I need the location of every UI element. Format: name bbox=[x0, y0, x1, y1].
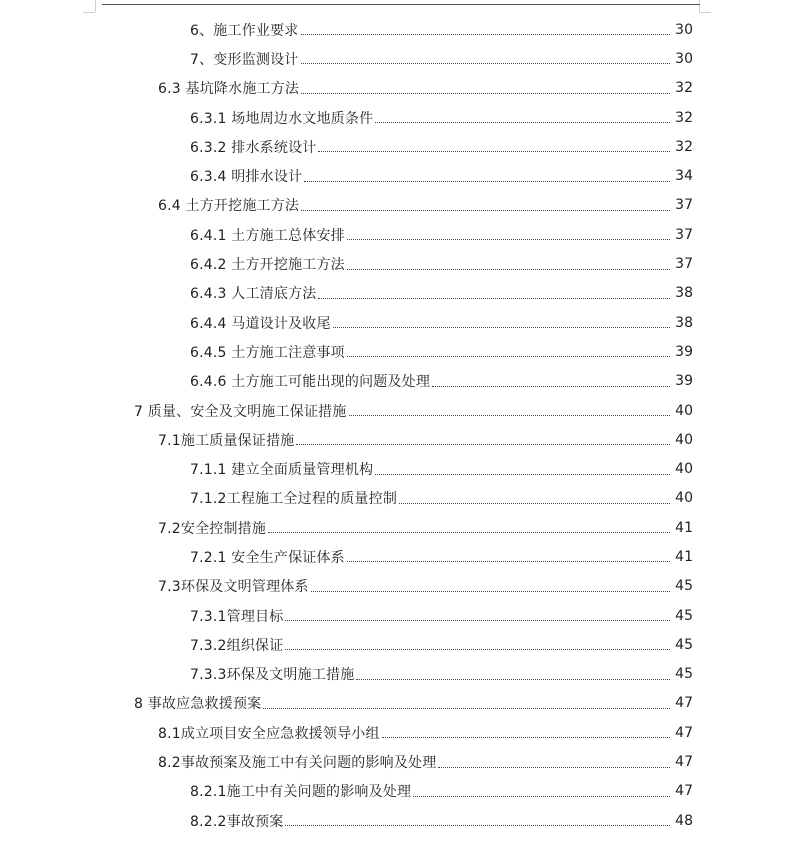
dot-leader bbox=[318, 298, 670, 299]
dot-leader bbox=[304, 181, 670, 182]
toc-entry-page-number: 48 bbox=[675, 812, 693, 829]
dot-leader bbox=[285, 620, 670, 621]
dot-leader bbox=[301, 34, 670, 35]
toc-entry-page-number: 39 bbox=[675, 373, 693, 390]
toc-entry-page-number: 47 bbox=[675, 724, 693, 741]
toc-entry-page-number: 41 bbox=[675, 548, 693, 565]
toc-entry-title: 6.3 基坑降水施工方法 bbox=[158, 81, 300, 98]
margin-corner-mark bbox=[95, 0, 96, 12]
dot-leader bbox=[347, 561, 670, 562]
toc-entry-page-number: 47 bbox=[675, 754, 693, 771]
toc-entry[interactable] bbox=[0, 279, 794, 308]
toc-entry[interactable] bbox=[0, 747, 794, 776]
toc-entry-page-number: 47 bbox=[675, 783, 693, 800]
dot-leader bbox=[285, 825, 670, 826]
toc-entry-title: 7.2安全控制措施 bbox=[158, 520, 267, 537]
toc-entry-title: 8.1成立项目安全应急救援领导小组 bbox=[158, 725, 380, 742]
toc-entry-page-number: 38 bbox=[675, 314, 693, 331]
toc-entry-title: 8 事故应急救援预案 bbox=[134, 696, 262, 713]
toc-entry-title: 7 质量、安全及文明施工保证措施 bbox=[134, 403, 347, 420]
toc-entry-title: 6.4.5 土方施工注意事项 bbox=[190, 344, 345, 361]
toc-entry-page-number: 32 bbox=[675, 109, 693, 126]
toc-entry-title: 6.3.4 明排水设计 bbox=[190, 169, 303, 186]
dot-leader bbox=[263, 708, 670, 709]
toc-entry-page-number: 38 bbox=[675, 285, 693, 302]
dot-leader bbox=[413, 796, 670, 797]
toc-entry-title: 8.2事故预案及施工中有关问题的影响及处理 bbox=[158, 755, 437, 772]
toc-entry-page-number: 34 bbox=[675, 168, 693, 185]
dot-leader bbox=[375, 122, 670, 123]
toc-entry[interactable] bbox=[0, 513, 794, 542]
toc-entry[interactable] bbox=[0, 542, 794, 571]
toc-entry[interactable] bbox=[0, 44, 794, 73]
toc-entry-title: 8.2.1施工中有关问题的影响及处理 bbox=[190, 784, 412, 801]
toc-entry[interactable] bbox=[0, 718, 794, 747]
toc-entry-title: 6、施工作业要求 bbox=[190, 22, 299, 39]
dot-leader bbox=[356, 679, 670, 680]
toc-entry[interactable] bbox=[0, 572, 794, 601]
toc-entry-title: 7.3环保及文明管理体系 bbox=[158, 579, 309, 596]
toc-entry-page-number: 30 bbox=[675, 50, 693, 67]
toc-entry[interactable] bbox=[0, 308, 794, 337]
toc-entry-page-number: 39 bbox=[675, 343, 693, 360]
toc-entry-title: 7.3.3环保及文明施工措施 bbox=[190, 667, 355, 684]
toc-entry-title: 6.4.1 土方施工总体安排 bbox=[190, 227, 345, 244]
toc-entry[interactable] bbox=[0, 630, 794, 659]
toc-entry-page-number: 45 bbox=[675, 636, 693, 653]
dot-leader bbox=[268, 532, 670, 533]
dot-leader bbox=[438, 767, 670, 768]
table-of-contents bbox=[0, 15, 794, 835]
toc-entry-title: 6.4.2 土方开挖施工方法 bbox=[190, 257, 345, 274]
toc-entry-page-number: 40 bbox=[675, 431, 693, 448]
dot-leader bbox=[311, 591, 670, 592]
toc-entry-page-number: 40 bbox=[675, 461, 693, 478]
toc-entry[interactable] bbox=[0, 777, 794, 806]
toc-entry-page-number: 32 bbox=[675, 80, 693, 97]
toc-entry-title: 8.2.2事故预案 bbox=[190, 813, 284, 830]
toc-entry-page-number: 45 bbox=[675, 666, 693, 683]
dot-leader bbox=[296, 444, 670, 445]
toc-entry-page-number: 41 bbox=[675, 519, 693, 536]
toc-entry[interactable] bbox=[0, 161, 794, 190]
toc-entry-page-number: 40 bbox=[675, 402, 693, 419]
dot-leader bbox=[301, 63, 670, 64]
toc-entry-page-number: 47 bbox=[675, 695, 693, 712]
toc-entry[interactable] bbox=[0, 601, 794, 630]
toc-entry[interactable] bbox=[0, 132, 794, 161]
toc-entry-title: 6.4.6 土方施工可能出现的问题及处理 bbox=[190, 374, 431, 391]
toc-entry-title: 7.1.1 建立全面质量管理机构 bbox=[190, 462, 374, 479]
dot-leader bbox=[399, 503, 670, 504]
margin-corner-mark bbox=[699, 0, 700, 12]
dot-leader bbox=[349, 415, 670, 416]
header-rule bbox=[102, 4, 700, 5]
toc-entry[interactable] bbox=[0, 484, 794, 513]
toc-entry-title: 7、变形监测设计 bbox=[190, 51, 299, 68]
dot-leader bbox=[432, 386, 670, 387]
toc-entry[interactable] bbox=[0, 337, 794, 366]
toc-entry-page-number: 45 bbox=[675, 607, 693, 624]
toc-entry-title: 7.1.2工程施工全过程的质量控制 bbox=[190, 491, 398, 508]
toc-entry[interactable] bbox=[0, 689, 794, 718]
toc-entry-title: 6.4.3 人工清底方法 bbox=[190, 286, 317, 303]
toc-entry[interactable] bbox=[0, 425, 794, 454]
dot-leader bbox=[382, 737, 670, 738]
toc-entry-page-number: 40 bbox=[675, 490, 693, 507]
toc-entry-title: 7.2.1 安全生产保证体系 bbox=[190, 549, 345, 566]
dot-leader bbox=[347, 356, 670, 357]
toc-entry-page-number: 45 bbox=[675, 578, 693, 595]
dot-leader bbox=[301, 210, 670, 211]
dot-leader bbox=[375, 474, 670, 475]
dot-leader bbox=[301, 93, 670, 94]
toc-entry[interactable] bbox=[0, 806, 794, 835]
toc-entry[interactable] bbox=[0, 367, 794, 396]
dot-leader bbox=[285, 649, 670, 650]
toc-entry[interactable] bbox=[0, 249, 794, 278]
toc-entry-title: 7.3.2组织保证 bbox=[190, 637, 284, 654]
toc-entry-page-number: 32 bbox=[675, 138, 693, 155]
toc-entry-page-number: 37 bbox=[675, 197, 693, 214]
toc-entry-page-number: 37 bbox=[675, 226, 693, 243]
toc-entry[interactable] bbox=[0, 396, 794, 425]
toc-entry[interactable] bbox=[0, 191, 794, 220]
toc-entry-page-number: 37 bbox=[675, 256, 693, 273]
toc-entry[interactable] bbox=[0, 74, 794, 103]
toc-entry-title: 7.3.1管理目标 bbox=[190, 608, 284, 625]
toc-entry[interactable] bbox=[0, 220, 794, 249]
dot-leader bbox=[347, 269, 670, 270]
dot-leader bbox=[318, 151, 670, 152]
margin-corner-mark bbox=[83, 12, 95, 13]
toc-entry-page-number: 30 bbox=[675, 21, 693, 38]
toc-entry[interactable] bbox=[0, 660, 794, 689]
toc-entry-title: 6.4.4 马道设计及收尾 bbox=[190, 315, 331, 332]
dot-leader bbox=[347, 239, 670, 240]
toc-entry-title: 6.3.1 场地周边水文地质条件 bbox=[190, 110, 374, 127]
toc-entry[interactable] bbox=[0, 103, 794, 132]
toc-entry[interactable] bbox=[0, 15, 794, 44]
dot-leader bbox=[333, 327, 670, 328]
toc-entry-title: 6.4 土方开挖施工方法 bbox=[158, 198, 300, 215]
toc-entry-title: 6.3.2 排水系统设计 bbox=[190, 139, 317, 156]
toc-entry[interactable] bbox=[0, 454, 794, 483]
toc-entry-title: 7.1施工质量保证措施 bbox=[158, 432, 295, 449]
margin-corner-mark bbox=[699, 12, 711, 13]
